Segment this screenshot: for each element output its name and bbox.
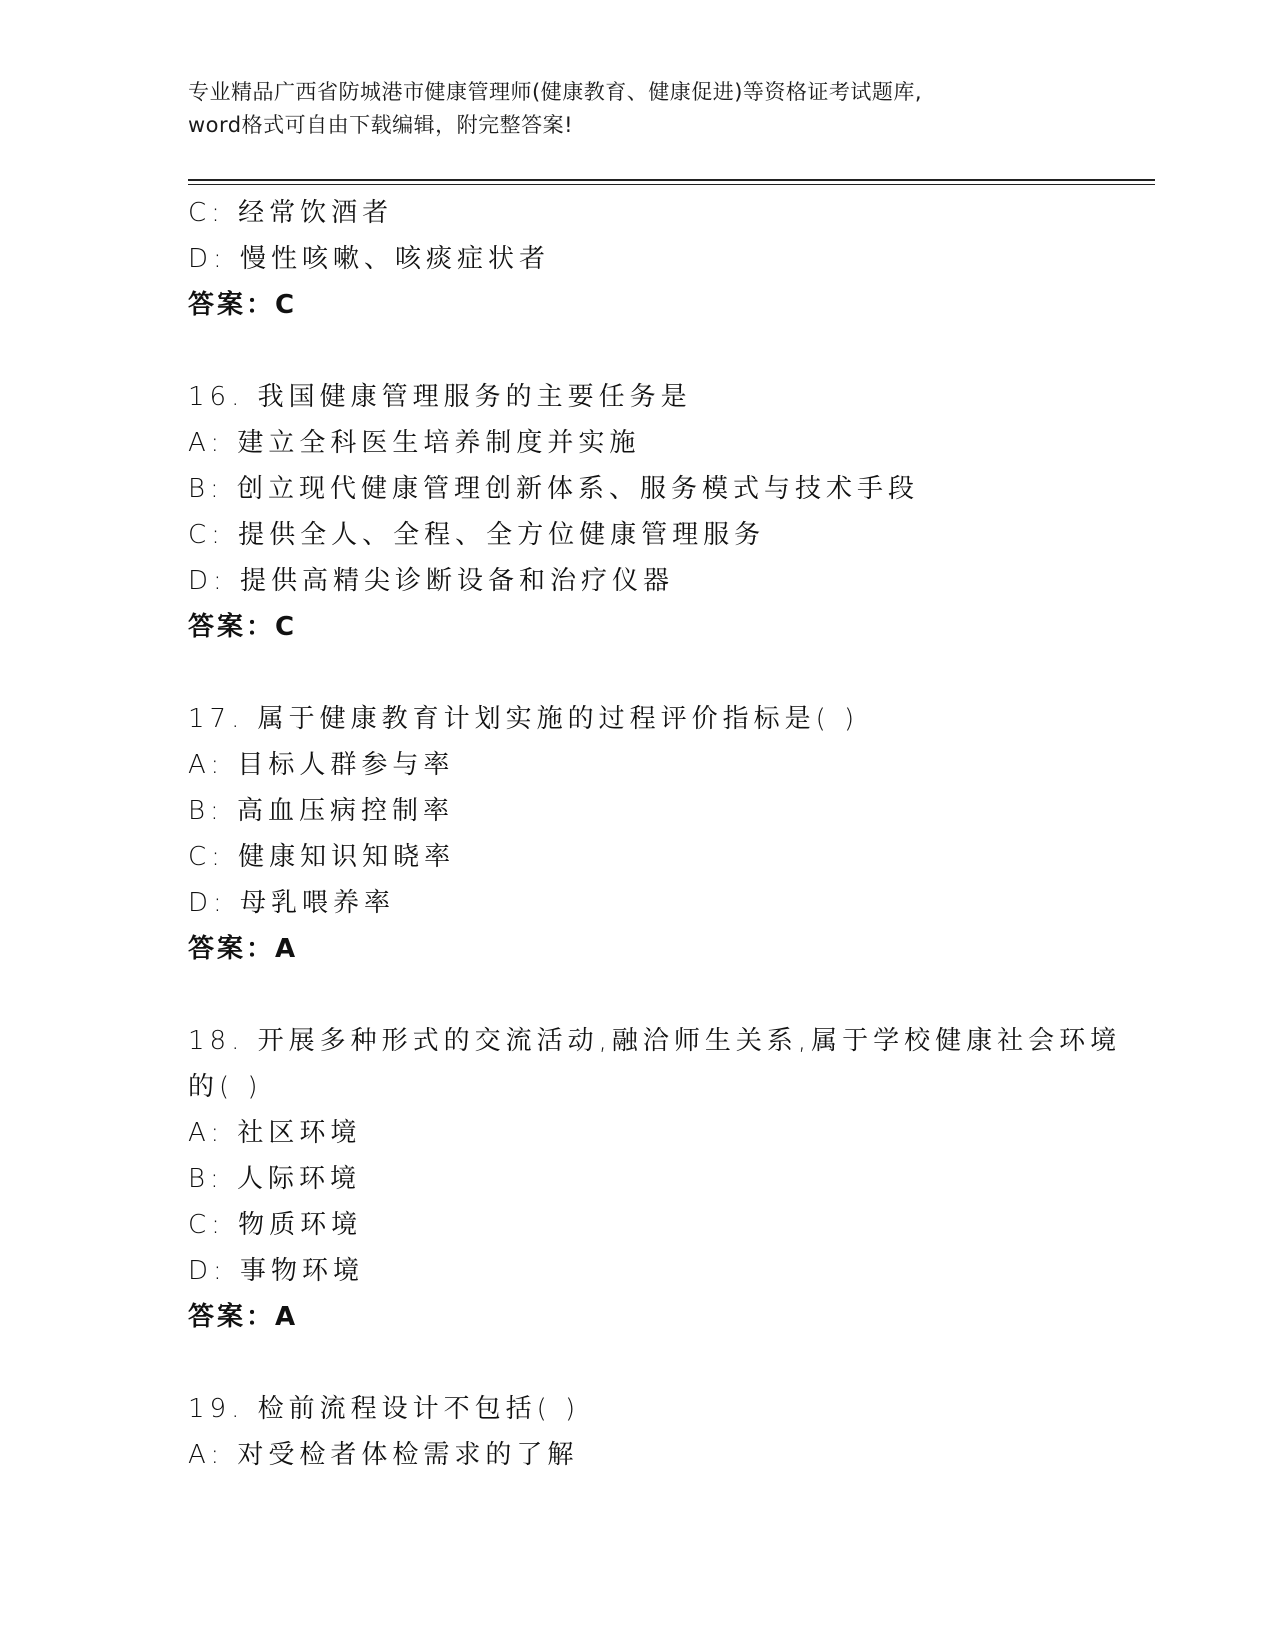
page-header	[188, 76, 1068, 142]
question-17	[188, 696, 1088, 972]
option-c: C: 健康知识知晓率	[188, 842, 456, 872]
answer: 答案：C	[188, 612, 298, 642]
option-c: C: 物质环境	[188, 1210, 363, 1240]
question-18	[188, 1018, 1122, 1340]
option-b: B: 人际环境	[188, 1164, 362, 1194]
question-19	[188, 1386, 1088, 1478]
option-b: B: 高血压病控制率	[188, 796, 455, 826]
question-stem-line-1: 18. 开展多种形式的交流活动,融洽师生关系,属于学校健康社会环境	[188, 1026, 1122, 1056]
question-16	[188, 374, 1088, 650]
question-stem: 19. 检前流程设计不包括( )	[188, 1394, 581, 1424]
header-rule-thin	[188, 184, 1155, 185]
option-b: B: 创立现代健康管理创新体系、服务模式与技术手段	[188, 474, 920, 504]
question-list	[188, 190, 1122, 1478]
question-stem: 17. 属于健康教育计划实施的过程评价指标是( )	[188, 704, 860, 734]
option-d: D: 事物环境	[188, 1256, 365, 1286]
answer: 答案：A	[188, 934, 299, 964]
answer: 答案：C	[188, 290, 298, 320]
option-d: D: 慢性咳嗽、咳痰症状者	[188, 244, 551, 274]
spacer	[188, 972, 1088, 1018]
answer: 答案：A	[188, 1302, 299, 1332]
header-line-1: 专业精品广西省防城港市健康管理师(健康教育、健康促进)等资格证考试题库,	[188, 80, 923, 104]
spacer	[188, 1340, 1088, 1386]
option-d: D: 提供高精尖诊断设备和治疗仪器	[188, 566, 675, 596]
option-a: A: 目标人群参与率	[188, 750, 455, 780]
question-15-tail	[188, 190, 1088, 328]
option-a: A: 建立全科医生培养制度并实施	[188, 428, 641, 458]
option-d: D: 母乳喂养率	[188, 888, 396, 918]
spacer	[188, 650, 1088, 696]
header-line-2: word格式可自由下载编辑，附完整答案!	[188, 113, 574, 137]
option-c: C: 提供全人、全程、全方位健康管理服务	[188, 520, 766, 550]
question-stem: 16. 我国健康管理服务的主要任务是	[188, 382, 692, 412]
header-rule-thick	[188, 179, 1155, 181]
question-stem-line-2: 的( )	[188, 1072, 263, 1102]
spacer	[188, 328, 1088, 374]
option-a: A: 对受检者体检需求的了解	[188, 1440, 579, 1470]
option-a: A: 社区环境	[188, 1118, 362, 1148]
option-c: C: 经常饮酒者	[188, 198, 394, 228]
